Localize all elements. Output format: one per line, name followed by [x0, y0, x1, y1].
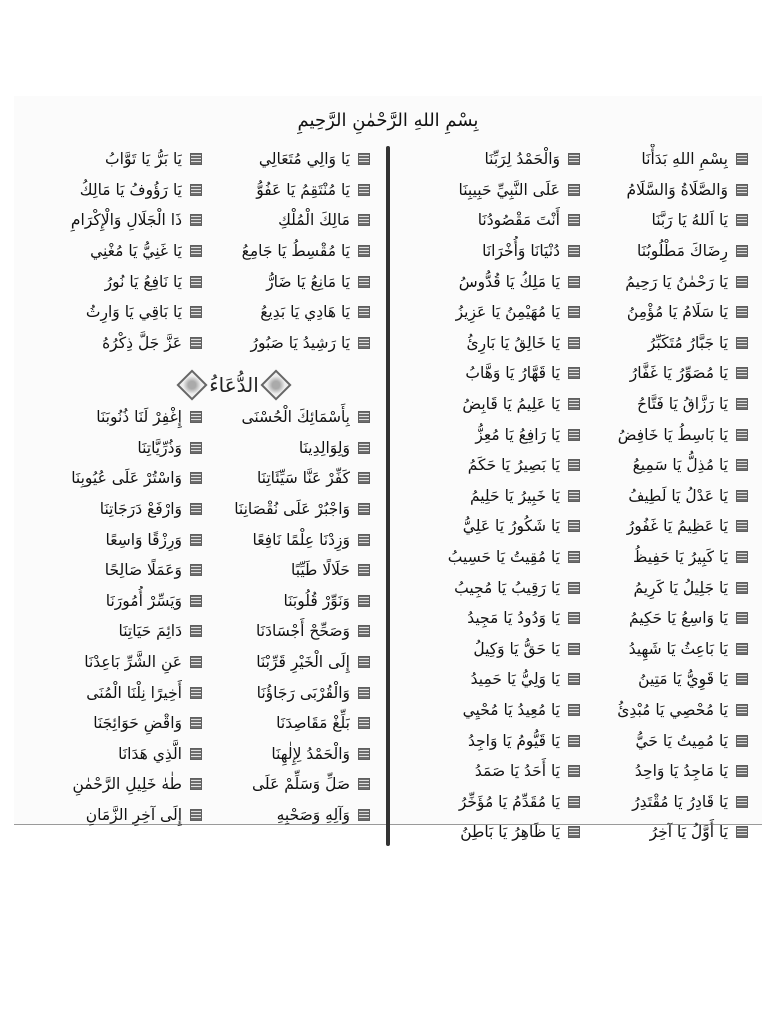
- ornament-icon: [358, 625, 370, 637]
- ornament-icon: [190, 748, 202, 760]
- ornament-icon: [190, 411, 202, 423]
- verse-first-half: يَا مُذِلُّ يَا سَمِيعُ: [632, 456, 728, 475]
- verse-first-half: وَلِوَالِدِينَا: [298, 438, 350, 457]
- ornament-icon: [568, 735, 580, 747]
- verse-row: [20, 144, 378, 175]
- verse-first-half: بِسْمِ اللهِ بَدَأْنَا: [641, 150, 728, 169]
- verse-row: [20, 297, 378, 328]
- verse-first-half: كَفِّرْ عَنَّا سَيِّئَاتِنَا: [256, 469, 350, 488]
- verse-second-half: وَالْحَمْدُ لِرَبِّنَا: [484, 150, 560, 169]
- verse-first-half: يَا هَادِي يَا بَدِيعُ: [260, 303, 350, 322]
- verse-row: [400, 542, 756, 573]
- verse-row: [20, 647, 378, 678]
- verse-first-half: حَلَالًا طَيِّبًا: [290, 561, 350, 580]
- ornament-icon: [190, 534, 202, 546]
- ornament-icon: [736, 612, 748, 624]
- verse-second-half: يَا خَالِقُ يَا بَارِئُ: [466, 333, 560, 352]
- ornament-icon: [568, 184, 580, 196]
- verse-second-half: دُنْيَانَا وَأُخْرَانَا: [482, 242, 560, 261]
- verse-second-half: يَا مُعِيدُ يَا مُحْيِي: [462, 700, 560, 719]
- verse-second-half: يَا بَاقِي يَا وَارِثُ: [85, 303, 182, 322]
- verse-second-half: إِغْفِرْ لَنَا ذُنُوبَنَا: [96, 408, 182, 427]
- ornament-icon: [190, 337, 202, 349]
- verse-second-half: وَذُرِّيَّاتِنَا: [137, 438, 182, 457]
- verse-row: [20, 739, 378, 770]
- ornament-icon: [736, 245, 748, 257]
- verse-second-half: يَا مُهَيْمِنُ يَا عَزِيزُ: [455, 303, 560, 322]
- verse-row: [400, 817, 756, 848]
- verse-second-half: ذَا الْجَلَالِ وَالْإِكْرَامِ: [70, 211, 182, 230]
- verse-row: [400, 786, 756, 817]
- verse-first-half: يَا اَللهُ يَا رَبَّنَا: [651, 211, 728, 230]
- verse-first-half: وَالصَّلَاةُ وَالسَّلَامُ: [626, 180, 728, 199]
- ornament-icon: [736, 459, 748, 471]
- ornament-icon: [736, 398, 748, 410]
- verse-first-half: يَا رَشِيدُ يَا صَبُورُ: [250, 333, 350, 352]
- ornament-icon: [568, 643, 580, 655]
- verse-row: [20, 769, 378, 800]
- ornament-icon: [358, 778, 370, 790]
- ornament-icon: [736, 337, 748, 349]
- ornament-icon: [736, 520, 748, 532]
- ornament-icon: [358, 717, 370, 729]
- verse-second-half: وَعَمَلًا صَالِحًا: [104, 561, 182, 580]
- ornament-icon: [358, 337, 370, 349]
- left-bottom-column: [20, 402, 378, 830]
- verse-row: [20, 236, 378, 267]
- verse-first-half: وَصَحِّحْ أَجْسَادَنَا: [256, 622, 350, 641]
- verse-row: [20, 175, 378, 206]
- verse-second-half: وَاقْضِ حَوَائِجَنَا: [93, 714, 182, 733]
- ornament-icon: [190, 184, 202, 196]
- ornament-icon: [358, 503, 370, 515]
- ornament-icon: [568, 582, 580, 594]
- verse-first-half: يَا مُقْسِطُ يَا جَامِعُ: [241, 242, 350, 261]
- ornament-icon: [190, 595, 202, 607]
- verse-first-half: يَا جَبَّارُ مُتَكَبِّرُ: [647, 333, 728, 352]
- verse-row: [20, 266, 378, 297]
- ornament-icon: [190, 564, 202, 576]
- verse-row: [400, 205, 756, 236]
- right-column: [400, 144, 756, 848]
- ornament-icon: [190, 214, 202, 226]
- verse-first-half: يَا عَظِيمُ يَا غَفُورُ: [626, 517, 728, 536]
- ornament-icon: [358, 245, 370, 257]
- verse-row: [20, 708, 378, 739]
- verse-second-half: طٰهٰ خَلِيلِ الرَّحْمٰنِ: [72, 775, 182, 794]
- verse-first-half: يَا مَاجِدُ يَا وَاحِدُ: [634, 762, 728, 781]
- ornament-icon: [568, 490, 580, 502]
- verse-second-half: يَا وَلِيُّ يَا حَمِيدُ: [470, 670, 560, 689]
- verse-first-half: يَا سَلَامُ يَا مُؤْمِنُ: [626, 303, 728, 322]
- verse-second-half: دَائِمَ حَيَاتِنَا: [118, 622, 182, 641]
- verse-first-half: يَا وَالِي مُتَعَالِي: [258, 150, 350, 169]
- verse-second-half: وَيَسِّرْ أُمُورَنَا: [105, 591, 182, 610]
- ornament-icon: [736, 643, 748, 655]
- verse-row: [20, 800, 378, 831]
- ornament-icon: [736, 765, 748, 777]
- verse-first-half: يَا قَادِرُ يَا مُقْتَدِرُ: [632, 792, 728, 811]
- ornament-icon: [568, 214, 580, 226]
- verse-row: [400, 481, 756, 512]
- ornament-icon: [568, 704, 580, 716]
- dua-heading-text: الدُّعَاءُ: [209, 373, 259, 397]
- verse-row: [400, 634, 756, 665]
- ornament-icon: [568, 429, 580, 441]
- basmala-header: بِسْمِ اللهِ الرَّحْمٰنِ الرَّحِيمِ: [297, 110, 479, 131]
- verse-row: [400, 603, 756, 634]
- ornament-icon: [358, 472, 370, 484]
- ornament-icon: [358, 656, 370, 668]
- ornament-icon: [190, 306, 202, 318]
- verse-row: [400, 695, 756, 726]
- verse-second-half: يَا رَؤُوفُ يَا مَالِكُ: [79, 180, 182, 199]
- ornament-icon: [736, 673, 748, 685]
- verse-row: [400, 297, 756, 328]
- dua-heading: [134, 368, 334, 402]
- verse-first-half: يَا رَزَّاقُ يَا فَتَّاحُ: [637, 395, 728, 414]
- ornament-icon: [736, 582, 748, 594]
- ornament-icon: [358, 748, 370, 760]
- verse-first-half: بِأَسْمَائِكَ الْحُسْنَى: [241, 408, 350, 427]
- verse-first-half: إِلَى الْخَيْرِ قَرِّبْنَا: [256, 653, 350, 672]
- ornament-icon: [568, 367, 580, 379]
- ornament-icon: [358, 411, 370, 423]
- verse-row: [20, 524, 378, 555]
- left-top-column: [20, 144, 378, 358]
- verse-first-half: وَالْحَمْدُ لِإِلٰهِنَا: [271, 744, 350, 763]
- ornament-icon: [568, 459, 580, 471]
- ornament-icon: [568, 245, 580, 257]
- verse-second-half: وَرِزْقًا وَاسِعًا: [105, 530, 182, 549]
- verse-second-half: يَا شَكُورُ يَا عَلِيُّ: [462, 517, 560, 536]
- verse-second-half: أَنْتَ مَقْصُودُنَا: [477, 211, 560, 230]
- verse-row: [400, 175, 756, 206]
- verse-second-half: الَّذِي هَدَانَا: [118, 744, 182, 763]
- ornament-icon: [568, 826, 580, 838]
- verse-first-half: يَا مَانِعُ يَا ضَارُّ: [266, 272, 350, 291]
- ornament-icon: [736, 704, 748, 716]
- ornament-icon: [736, 306, 748, 318]
- verse-row: [400, 144, 756, 175]
- verse-row: [20, 555, 378, 586]
- ornament-icon: [190, 778, 202, 790]
- verse-first-half: يَا جَلِيلُ يَا كَرِيمُ: [633, 578, 728, 597]
- verse-second-half: يَا بَرُّ يَا تَوَّابُ: [105, 150, 182, 169]
- verse-first-half: يَا مُنْتَقِمُ يَا عَفُوُّ: [256, 180, 350, 199]
- ornament-icon: [190, 153, 202, 165]
- column-divider: [386, 146, 390, 846]
- verse-row: [20, 205, 378, 236]
- verse-first-half: يَا عَدْلُ يَا لَطِيفُ: [628, 486, 728, 505]
- verse-row: [20, 494, 378, 525]
- ornament-icon: [736, 796, 748, 808]
- verse-first-half: مَالِكَ الْمُلْكِ: [278, 211, 350, 230]
- verse-row: [20, 433, 378, 464]
- verse-first-half: يَا مُحْصِي يَا مُبْدِئُ: [617, 700, 728, 719]
- verse-first-half: وَنَوِّرْ قُلُوبَنَا: [283, 591, 350, 610]
- verse-second-half: عَنِ الشَّرِّ بَاعِدْنَا: [84, 653, 182, 672]
- verse-second-half: يَا قَهَّارُ يَا وَهَّابُ: [465, 364, 560, 383]
- ornament-icon: [736, 551, 748, 563]
- ornament-icon: [177, 369, 208, 400]
- ornament-icon: [190, 503, 202, 515]
- verse-first-half: وَالْقُرْبَى رَجَاؤُنَا: [256, 683, 350, 702]
- ornament-icon: [190, 276, 202, 288]
- verse-second-half: يَا مُقِيتُ يَا حَسِيبُ: [447, 548, 560, 567]
- ornament-icon: [736, 153, 748, 165]
- ornament-icon: [568, 796, 580, 808]
- verse-second-half: يَا غَنِيُّ يَا مُغْنِي: [90, 242, 182, 261]
- ornament-icon: [736, 826, 748, 838]
- verse-first-half: يَا بَاسِطُ يَا خَافِضُ: [617, 425, 728, 444]
- ornament-icon: [736, 276, 748, 288]
- verse-second-half: يَا ظَاهِرُ يَا بَاطِنُ: [460, 823, 560, 842]
- verse-second-half: يَا مُقَدِّمُ يَا مُؤَخِّرُ: [458, 792, 560, 811]
- verse-row: [400, 328, 756, 359]
- verse-second-half: يَا قَيُّومُ يَا وَاجِدُ: [467, 731, 560, 750]
- verse-second-half: وَاسْتُرْ عَلَى عُيُوبِنَا: [71, 469, 182, 488]
- verse-row: [400, 389, 756, 420]
- ornament-icon: [190, 472, 202, 484]
- verse-first-half: رِضَاكَ مَطْلُوبُنَا: [637, 242, 728, 261]
- verse-second-half: يَا وَدُودُ يَا مَجِيدُ: [467, 609, 560, 628]
- document-page: [14, 96, 762, 842]
- ornament-icon: [358, 184, 370, 196]
- verse-second-half: يَا حَقُّ يَا وَكِيلُ: [473, 639, 560, 658]
- verse-second-half: يَا رَقِيبُ يَا مُجِيبُ: [454, 578, 560, 597]
- verse-row: [20, 677, 378, 708]
- verse-second-half: عَلَى النَّبِيِّ حَبِيبِنَا: [458, 180, 560, 199]
- verse-second-half: يَا عَلِيمُ يَا قَابِضُ: [462, 395, 560, 414]
- ornament-icon: [358, 564, 370, 576]
- verse-first-half: صَلِّ وَسَلِّمْ عَلَى: [252, 775, 350, 794]
- verse-first-half: يَا أَوَّلُ يَا آخِرُ: [649, 823, 728, 842]
- ornament-icon: [190, 625, 202, 637]
- ornament-icon: [190, 809, 202, 821]
- verse-second-half: يَا خَبِيرُ يَا حَلِيمُ: [469, 486, 560, 505]
- ornament-icon: [358, 809, 370, 821]
- ornament-icon: [568, 398, 580, 410]
- ornament-icon: [736, 184, 748, 196]
- ornament-icon: [736, 214, 748, 226]
- verse-row: [400, 511, 756, 542]
- verse-first-half: بَلِّغْ مَقَاصِدَنَا: [276, 714, 350, 733]
- ornament-icon: [736, 429, 748, 441]
- ornament-icon: [358, 595, 370, 607]
- verse-first-half: يَا قَوِيُّ يَا مَتِينُ: [638, 670, 728, 689]
- verse-first-half: يَا مُصَوِّرُ يَا غَفَّارُ: [629, 364, 728, 383]
- verse-row: [400, 266, 756, 297]
- verse-second-half: يَا بَصِيرُ يَا حَكَمُ: [467, 456, 560, 475]
- verse-second-half: عَزَّ جَلَّ ذِكْرُهُ: [102, 333, 182, 352]
- verse-row: [400, 756, 756, 787]
- verse-row: [20, 328, 378, 359]
- verse-row: [20, 586, 378, 617]
- ornament-icon: [358, 534, 370, 546]
- ornament-icon: [358, 276, 370, 288]
- ornament-icon: [568, 337, 580, 349]
- ornament-icon: [568, 765, 580, 777]
- verse-row: [20, 463, 378, 494]
- verse-first-half: وَاجْبُرْ عَلَى نُقْصَانِنَا: [234, 500, 350, 519]
- ornament-icon: [568, 673, 580, 685]
- ornament-icon: [736, 735, 748, 747]
- verse-first-half: يَا بَاعِثُ يَا شَهِيدُ: [628, 639, 728, 658]
- ornament-icon: [190, 442, 202, 454]
- verse-second-half: يَا أَحَدُ يَا صَمَدُ: [474, 762, 560, 781]
- ornament-icon: [190, 687, 202, 699]
- verse-second-half: إِلَى آخِرِ الزَّمَانِ: [85, 806, 182, 825]
- ornament-icon: [358, 214, 370, 226]
- ornament-icon: [736, 490, 748, 502]
- verse-first-half: يَا كَبِيرُ يَا حَفِيظُ: [633, 548, 728, 567]
- verse-row: [20, 616, 378, 647]
- ornament-icon: [190, 717, 202, 729]
- ornament-icon: [736, 367, 748, 379]
- verse-first-half: يَا وَاسِعُ يَا حَكِيمُ: [628, 609, 728, 628]
- verse-first-half: وَزِدْنَا عِلْمًا نَافِعًا: [252, 530, 350, 549]
- verse-second-half: وَارْفَعْ دَرَجَاتِنَا: [99, 500, 182, 519]
- verse-first-half: يَا مُمِيتُ يَا حَيُّ: [635, 731, 728, 750]
- ornament-icon: [358, 442, 370, 454]
- verse-row: [400, 236, 756, 267]
- verse-row: [400, 664, 756, 695]
- ornament-icon: [190, 245, 202, 257]
- verse-row: [400, 450, 756, 481]
- ornament-icon: [358, 687, 370, 699]
- ornament-icon: [358, 153, 370, 165]
- verse-second-half: يَا مَلِكُ يَا قُدُّوسُ: [458, 272, 560, 291]
- ornament-icon: [260, 369, 291, 400]
- ornament-icon: [568, 153, 580, 165]
- verse-second-half: أَخِيرًا نِلْنَا الْمُنَى: [86, 683, 182, 702]
- verse-row: [400, 725, 756, 756]
- verse-row: [20, 402, 378, 433]
- ornament-icon: [568, 551, 580, 563]
- verse-row: [400, 419, 756, 450]
- verse-row: [400, 358, 756, 389]
- ornament-icon: [568, 612, 580, 624]
- ornament-icon: [568, 276, 580, 288]
- ornament-icon: [568, 306, 580, 318]
- verse-first-half: يَا رَحْمٰنُ يَا رَحِيمُ: [625, 272, 728, 291]
- verse-first-half: وَآلِهِ وَصَحْبِهِ: [276, 806, 350, 825]
- verse-row: [400, 572, 756, 603]
- verse-second-half: يَا رَافِعُ يَا مُعِزُّ: [475, 425, 560, 444]
- ornament-icon: [568, 520, 580, 532]
- verse-second-half: يَا نَافِعُ يَا نُورُ: [104, 272, 182, 291]
- ornament-icon: [358, 306, 370, 318]
- ornament-icon: [190, 656, 202, 668]
